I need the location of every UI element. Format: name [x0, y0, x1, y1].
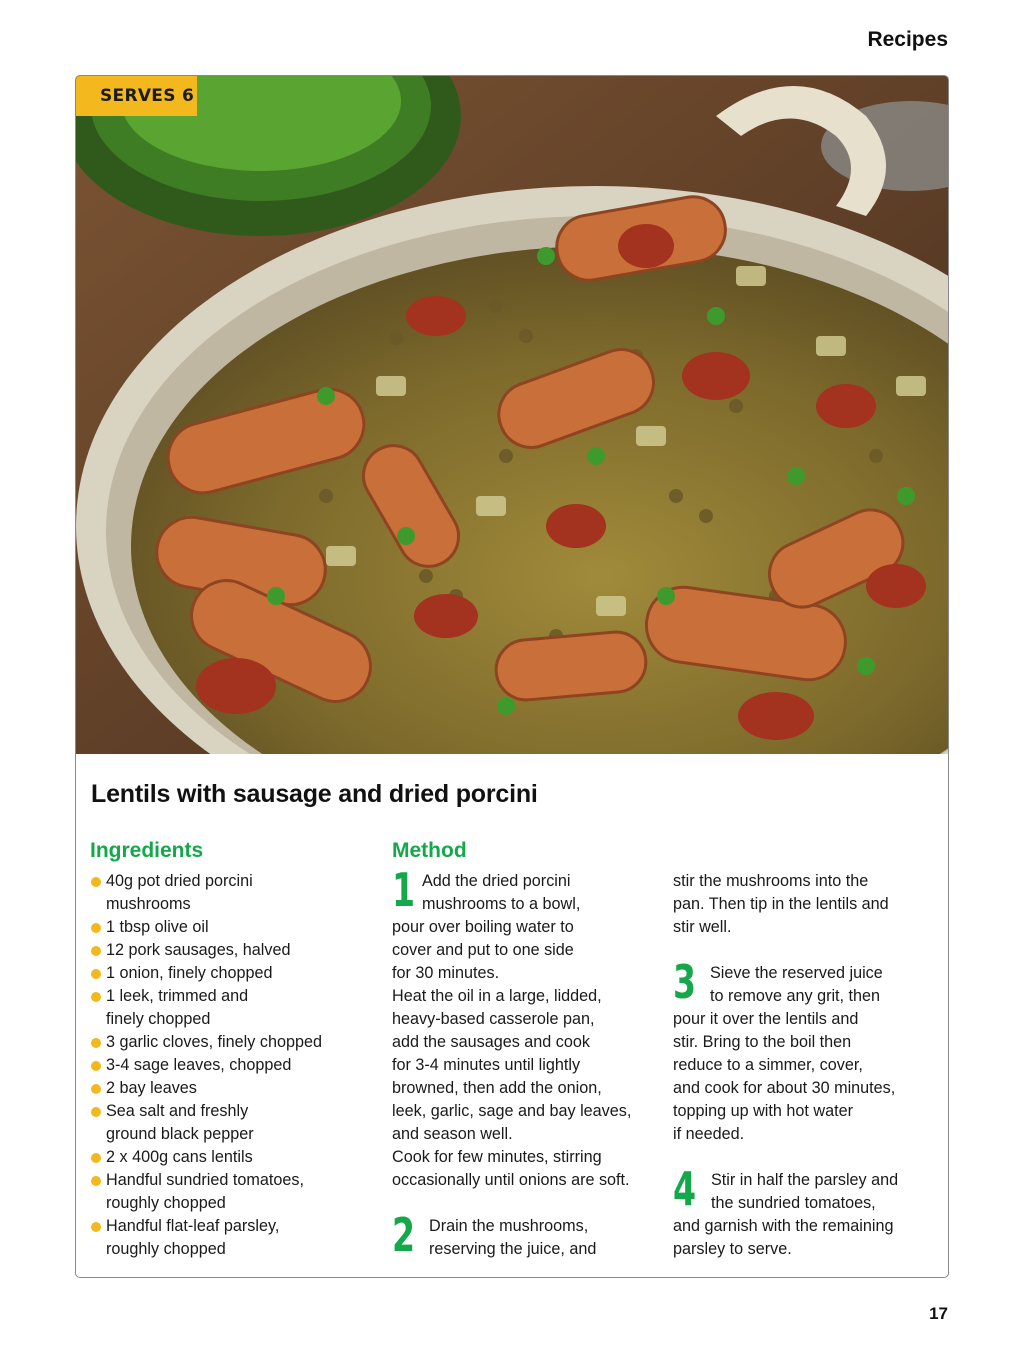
step-text: if needed. — [673, 1125, 745, 1143]
bullet-icon — [91, 969, 101, 979]
ingredients-list — [90, 870, 360, 1261]
step-text: add the sausages and cook — [392, 1033, 590, 1051]
method-column-1 — [392, 863, 662, 1262]
step-text: leek, garlic, sage and bay leaves, — [392, 1102, 632, 1120]
method-column-2 — [673, 870, 943, 1261]
ingredient-text: 1 leek, trimmed and — [106, 987, 249, 1005]
ingredient-text: 3-4 sage leaves, chopped — [106, 1056, 292, 1074]
ingredient-text: Sea salt and freshly — [106, 1102, 249, 1120]
step-text: to remove any grit, then — [710, 987, 881, 1005]
casserole-illustration — [76, 76, 949, 754]
method-step-4 — [673, 1162, 943, 1261]
step-text: Cook for few minutes, stirring — [392, 1148, 602, 1166]
food-photo — [76, 76, 949, 754]
ingredient-item — [90, 916, 360, 939]
step-text: topping up with hot water — [673, 1102, 853, 1120]
step-text: reserving the juice, and — [429, 1240, 597, 1258]
section-label: Recipes — [867, 28, 948, 51]
step-number: 1 — [392, 863, 416, 917]
step-number: 3 — [673, 955, 697, 1009]
ingredient-text: 12 pork sausages, halved — [106, 941, 291, 959]
step-text: cover and put to one side — [392, 941, 574, 959]
step-text: for 30 minutes. — [392, 964, 500, 982]
step-text: pan. Then tip in the lentils and — [673, 895, 889, 913]
page-number: 17 — [929, 1304, 948, 1323]
ingredient-item — [90, 1031, 360, 1054]
step-text: stir well. — [673, 918, 732, 936]
serves-badge: SERVES 6 — [76, 76, 197, 116]
ingredient-item — [90, 1215, 360, 1261]
step-text: and garnish with the remaining — [673, 1217, 894, 1235]
ingredient-text: Handful sundried tomatoes, — [106, 1171, 304, 1189]
step-text: and season well. — [392, 1125, 513, 1143]
recipe-title: Lentils with sausage and dried porcini — [91, 780, 538, 808]
bullet-icon — [91, 1107, 101, 1117]
bullet-icon — [91, 1222, 101, 1232]
ingredient-text: ground black pepper — [106, 1125, 254, 1143]
step-text: Drain the mushrooms, — [429, 1217, 589, 1235]
bullet-icon — [91, 1084, 101, 1094]
bullet-icon — [91, 1153, 101, 1163]
ingredient-text: roughly chopped — [106, 1240, 226, 1258]
ingredient-text: mushrooms — [106, 895, 191, 913]
ingredient-item — [90, 985, 360, 1031]
step-text: stir the mushrooms into the — [673, 872, 869, 890]
ingredient-item — [90, 1100, 360, 1146]
step-number: 2 — [392, 1208, 416, 1262]
ingredient-text: finely chopped — [106, 1010, 211, 1028]
bullet-icon — [91, 877, 101, 887]
ingredient-text: 1 tbsp olive oil — [106, 918, 209, 936]
step-text: Stir in half the parsley and — [711, 1171, 899, 1189]
ingredient-text: 1 onion, finely chopped — [106, 964, 273, 982]
step-text: pour it over the lentils and — [673, 1010, 859, 1028]
bullet-icon — [91, 923, 101, 933]
step-number: 4 — [673, 1162, 697, 1216]
ingredient-item — [90, 939, 360, 962]
method-step-3 — [673, 955, 943, 1146]
bullet-icon — [91, 992, 101, 1002]
ingredient-item — [90, 1169, 360, 1215]
step-text: and cook for about 30 minutes, — [673, 1079, 896, 1097]
ingredient-text: 2 x 400g cans lentils — [106, 1148, 253, 1166]
ingredient-text: Handful flat-leaf parsley, — [106, 1217, 280, 1235]
bullet-icon — [91, 1061, 101, 1071]
method-step-2 — [392, 1208, 662, 1262]
ingredient-item — [90, 1146, 360, 1169]
step-text: Heat the oil in a large, lidded, — [392, 987, 602, 1005]
step-text: pour over boiling water to — [392, 918, 574, 936]
ingredient-text: 40g pot dried porcini — [106, 872, 253, 890]
step-text: stir. Bring to the boil then — [673, 1033, 852, 1051]
bullet-icon — [91, 1176, 101, 1186]
ingredient-item — [90, 1077, 360, 1100]
step-text: for 3-4 minutes until lightly — [392, 1056, 581, 1074]
ingredients-heading: Ingredients — [90, 839, 204, 862]
recipe-card — [75, 75, 949, 1278]
method-heading: Method — [392, 839, 467, 862]
ingredient-text: roughly chopped — [106, 1194, 226, 1212]
step-text: Sieve the reserved juice — [710, 964, 883, 982]
ingredient-text: 3 garlic cloves, finely chopped — [106, 1033, 322, 1051]
step-text: heavy-based casserole pan, — [392, 1010, 595, 1028]
step-text: parsley to serve. — [673, 1240, 792, 1258]
step-text: Add the dried porcini — [422, 872, 571, 890]
step-text: reduce to a simmer, cover, — [673, 1056, 863, 1074]
bullet-icon — [91, 946, 101, 956]
bullet-icon — [91, 1038, 101, 1048]
step-text: mushrooms to a bowl, — [422, 895, 581, 913]
step-text: the sundried tomatoes, — [711, 1194, 876, 1212]
method-step-1 — [392, 863, 662, 1192]
ingredient-item — [90, 1054, 360, 1077]
step-text: occasionally until onions are soft. — [392, 1171, 630, 1189]
ingredient-item — [90, 870, 360, 916]
ingredient-text: 2 bay leaves — [106, 1079, 197, 1097]
step-text: browned, then add the onion, — [392, 1079, 602, 1097]
ingredient-item — [90, 962, 360, 985]
